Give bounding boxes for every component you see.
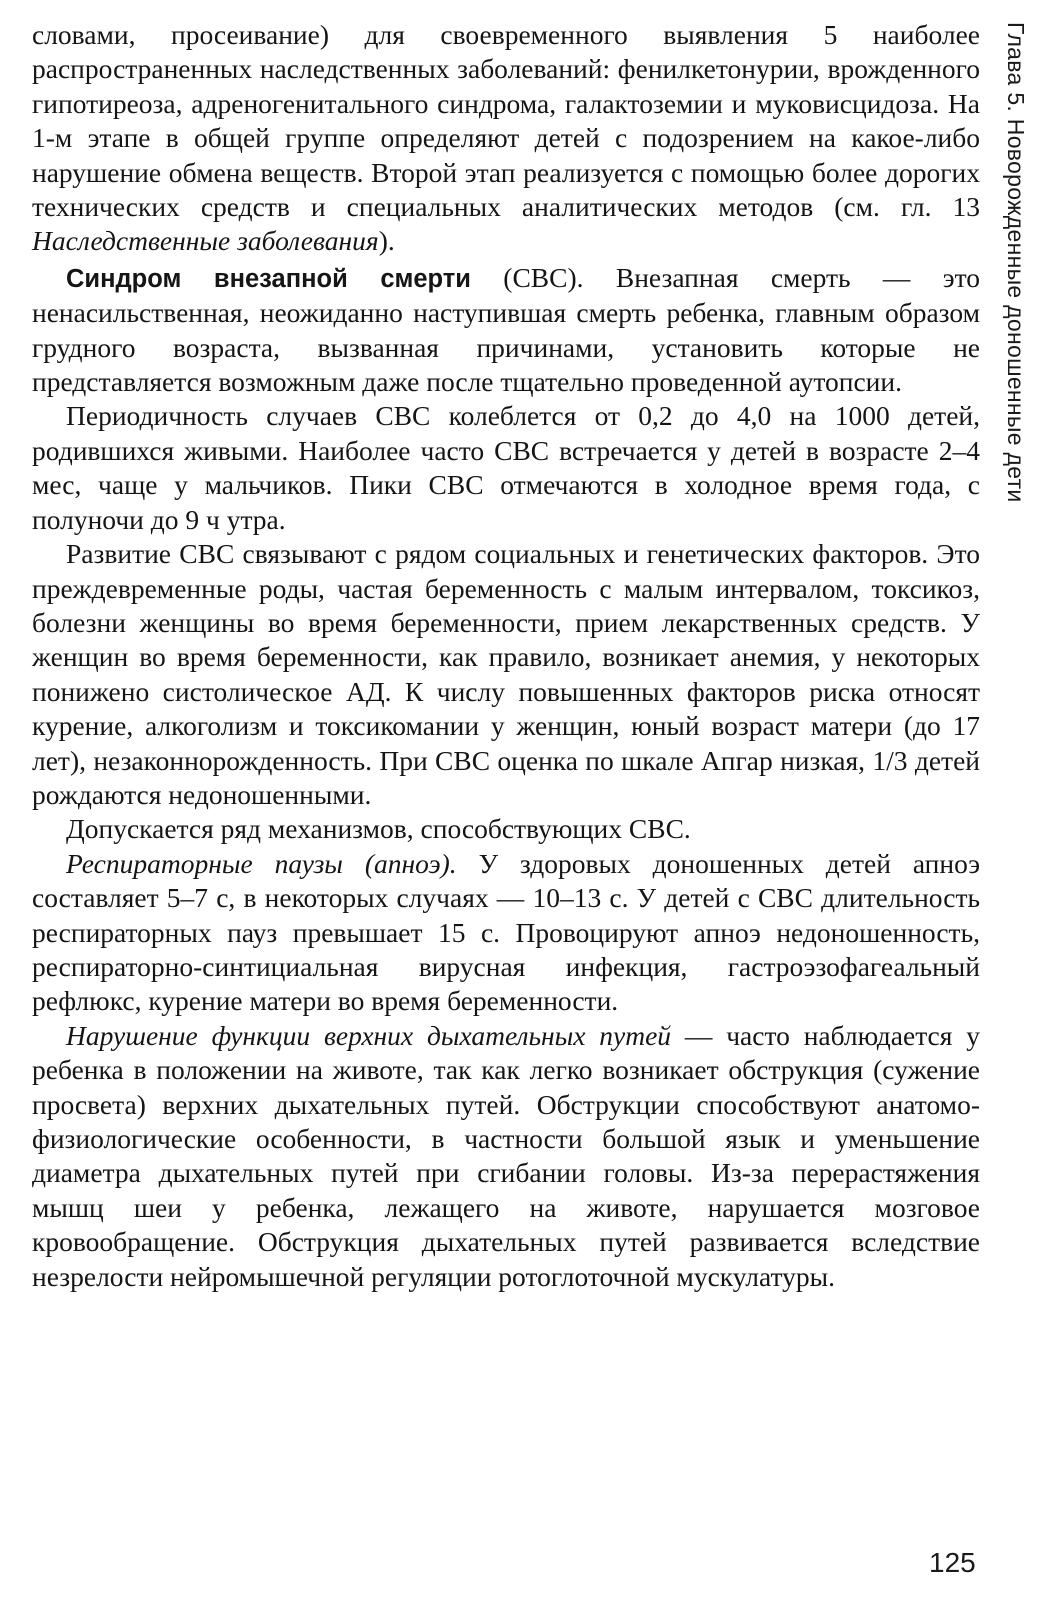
paragraph-sids-definition (32, 261, 980, 400)
paragraph-airway-text: — часто наблюдается у ребенка в положении на животе, так как легко возникает обструкция (сужение просвета) верхних дыхательных путей. Обструкции способствуют анатомо-физиологические особенности, в частности большой язык и уменьшение диаметра дыхательных путей при сгибании головы. Из-за перерастяжения мышц шеи у ребенка, лежащего на животе, нарушается мозговое кровообращение. Обструкция дыхательных путей развивается вследствие незрелости нейромышечной регуляции ротоглоточной мускулатуры. (32, 1019, 980, 1292)
paragraph-airway (32, 1019, 980, 1294)
paragraph-risk-factors: Развитие СВС связывают с рядом социальных и генетических факторов. Это преждевременные роды, частая беременность с малым интервалом, токсикоз, болезни женщины во время беременности, прием лекарственных средств. У женщин во время беременности, как правило, возникает анемия, у некоторых понижено систолическое АД. К числу повышенных факторов риска относят курение, алкоголизм и токсикомании у женщин, юный возраст матери (до 17 лет), незаконнорожденность. При СВС оценка по шкале Апгар низкая, 1/3 детей рождаются недоношенными. (32, 538, 980, 810)
body-text (32, 18, 980, 1294)
paragraph-screening-text: словами, просеивание) для своевременного выявления 5 наиболее распространенных наследственных заболеваний: фенилкетонурии, врожденного гипотиреоза, адреногенитального синдрома, галактоземии и муковисцидоза. На 1-м этапе в общей группе определяют детей с подозрением на какое-либо нарушение обмена веществ. Второй этап реализуется с помощью более дорогих технических средств и специальных аналитических методов (см. гл. 13 (32, 19, 980, 223)
paragraph-sids-definition-text: (СВС). Внезапная смерть — это ненасильственная, неожиданно наступившая смерть ребенка, главным образом грудного возраста, вызванная причинами, установить которые не представляется возможным даже после тщательно проведенной аутопсии. (32, 261, 980, 398)
paragraph-screening (32, 18, 980, 259)
running-head: Глава 5. Новорожденные доношенные дети (1003, 22, 1029, 503)
page-number: 125 (929, 1547, 976, 1578)
paragraph-apnea (32, 847, 980, 1019)
paragraph-mechanisms: Допускается ряд механизмов, способствующих СВС. (66, 813, 691, 845)
section-term-sids: Синдром внезапной смерти (66, 264, 471, 293)
paragraph-frequency: Периодичность случаев СВС колеблется от 0,2 до 4,0 на 1000 детей, родившихся живыми. Наиболее часто СВС встречается у детей в возрасте 2–4 мес, чаще у мальчиков. Пики СВС отмечаются в холодное время года, с полуночи до 9 ч утра. (32, 400, 980, 535)
paragraph-screening-end: ). (378, 225, 395, 257)
paragraph-apnea-text: У здоровых доношенных детей апноэ составляет 5–7 с, в некоторых случаях — 10–13 с. У детей с СВС длительность респираторных пауз превышает 15 с. Провоцируют апноэ недоношенность, респираторно-синтициальная вирусная инфекция, гастроэзофагеальный рефлюкс, курение матери во время беременности. (32, 847, 981, 1017)
chapter-reference: Наследственные заболевания (32, 225, 379, 257)
term-apnea: Респираторные паузы (апноэ). (66, 847, 457, 879)
term-airway: Нарушение функции верхних дыхательных путей (66, 1019, 672, 1051)
